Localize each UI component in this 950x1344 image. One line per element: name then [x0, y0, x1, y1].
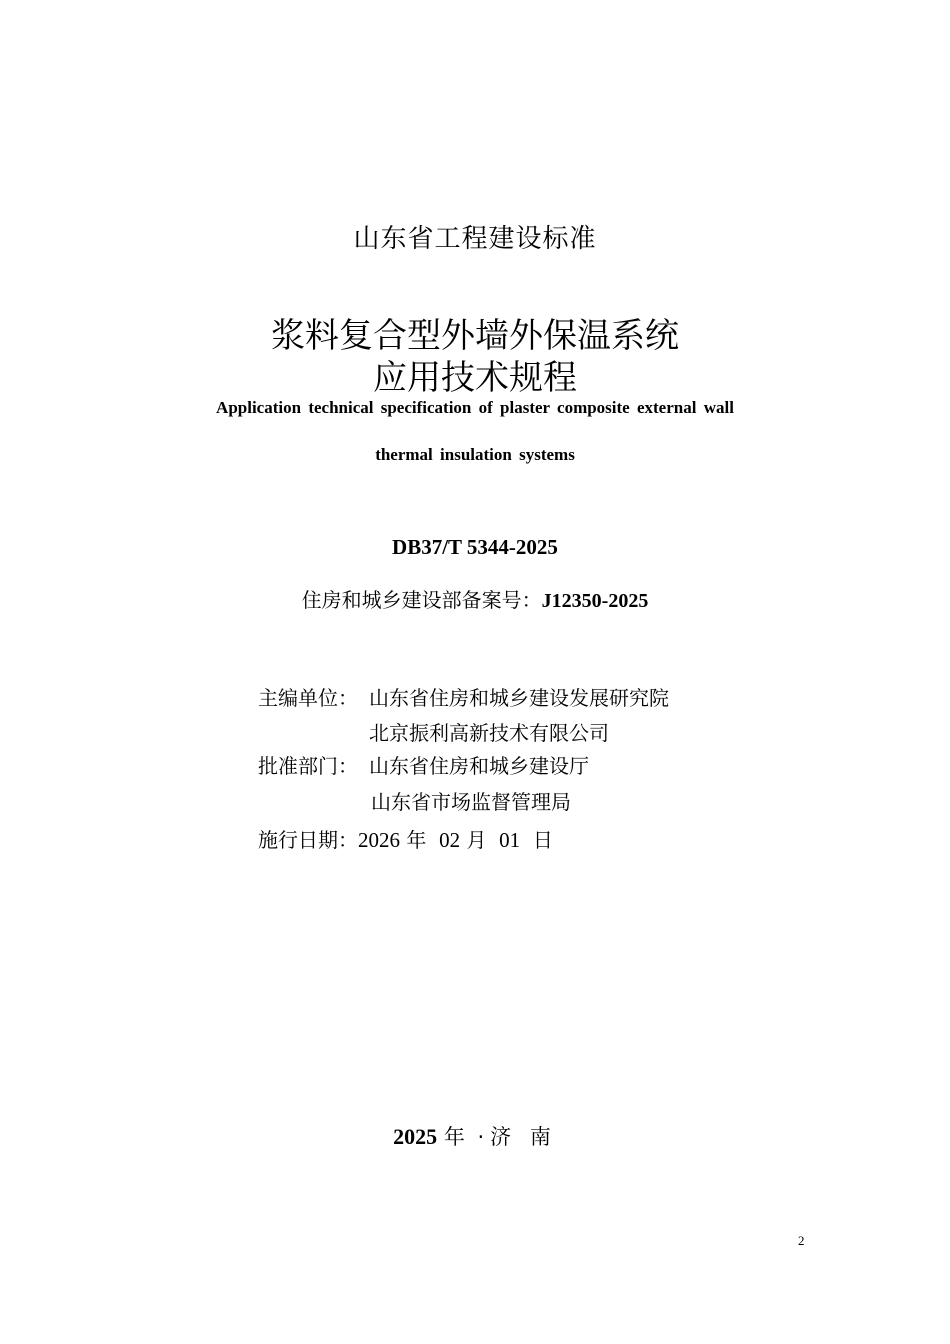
effective-date-month: 02: [439, 828, 461, 852]
publication-year-place: [0, 1121, 950, 1151]
effective-date-line: [258, 824, 553, 853]
publication-city: ·济 南: [477, 1125, 557, 1149]
editor-unit-1: 山东省住房和城乡建设发展研究院: [369, 686, 669, 710]
page-number: 2: [798, 1233, 805, 1248]
record-number-value: J12350-2025: [541, 590, 649, 612]
document-title-line-2: 应用技术规程: [373, 358, 577, 398]
publication-year: 2025: [393, 1124, 438, 1149]
approval-dept-1: 山东省住房和城乡建设厅: [369, 754, 589, 778]
publication-year-unit: 年: [443, 1125, 471, 1149]
standard-number: DB37/T 5344-2025: [392, 535, 558, 559]
effective-date-year-unit: 年: [406, 828, 427, 852]
standard-series-title: 山东省工程建设标准: [353, 224, 597, 254]
approval-dept-2: 山东省市场监督管理局: [371, 790, 571, 814]
effective-date-year: 2026: [358, 828, 400, 852]
record-number-line: [0, 584, 950, 613]
document-title-line-1: 浆料复合型外墙外保温系统: [271, 316, 679, 356]
effective-date-label: 施行日期：: [258, 828, 358, 852]
record-number-label: 住房和城乡建设部备案号：: [301, 588, 542, 612]
editor-unit-2: 北京振利高新技术有限公司: [369, 721, 609, 745]
editor-label: 主编单位：: [258, 686, 358, 710]
approval-label: 批准部门：: [258, 754, 358, 778]
effective-date-day-unit: 日: [532, 828, 553, 852]
effective-date-month-unit: 月: [466, 828, 487, 852]
english-title-line-2: thermal insulation systems: [375, 445, 575, 464]
effective-date-day: 01: [499, 828, 521, 852]
english-title-line-1: Application technical specification of plaster composite external wall: [216, 398, 734, 417]
